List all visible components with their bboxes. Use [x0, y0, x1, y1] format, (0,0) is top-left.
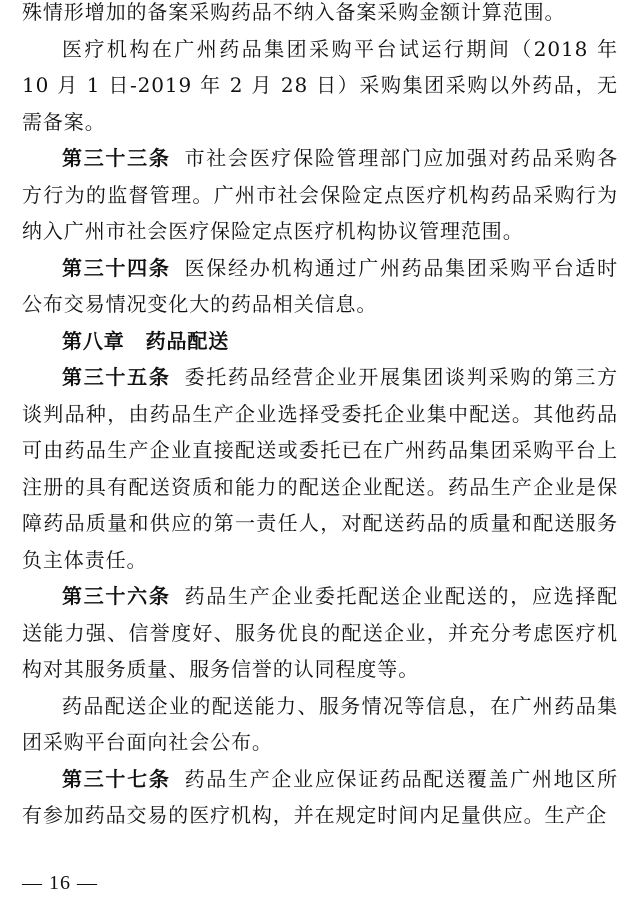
article-heading: 第三十三条	[62, 146, 171, 170]
article-heading: 第三十四条	[62, 255, 171, 280]
article-37	[22, 761, 618, 834]
paragraph-text: 药品配送企业的配送能力、服务情况等信息，在广州药品集团采购平台面向社会公布。	[22, 693, 618, 754]
article-34	[22, 250, 618, 323]
article-36	[22, 578, 618, 688]
article-text: 医保经办机构通过广州药品集团采购平台适时公布交易情况变化大的药品相关信息。	[22, 255, 618, 316]
chapter-heading: 第八章 药品配送	[62, 328, 230, 353]
paragraph-text: 殊情形增加的备案采购药品不纳入备案采购金额计算范围。	[22, 0, 566, 24]
paragraph-continued	[22, 0, 618, 31]
article-text: 药品生产企业应保证药品配送覆盖广州地区所有参加药品交易的医疗机构，并在规定时间内足量供应。生产企	[22, 766, 618, 827]
article-33	[22, 140, 618, 250]
paragraph-distribution-info	[22, 688, 618, 761]
paragraph-text: 医疗机构在广州药品集团采购平台试运行期间（2018 年 10 月 1 日-2019 年 2 月 28 日）采购集团采购以外药品，无需备案。	[22, 36, 618, 134]
document-page	[22, 0, 618, 834]
article-text: 市社会医疗保险管理部门应加强对药品采购各方行为的监督管理。广州市社会保险定点医疗机构药品采购行为纳入广州市社会医疗保险定点医疗机构协议管理范围。	[22, 146, 618, 243]
article-heading: 第三十五条	[62, 365, 171, 389]
article-text: 药品生产企业委托配送企业配送的，应选择配送能力强、信誉度好、服务优良的配送企业，并充分考虑医疗机构对其服务质量、服务信誉的认同程度等。	[22, 584, 618, 681]
article-35	[22, 359, 618, 578]
article-text: 委托药品经营企业开展集团谈判采购的第三方谈判品种，由药品生产企业选择受委托企业集中配送。其他药品可由药品生产企业直接配送或委托已在广州药品集团采购平台上注册的具有配送资质和能力的配送企业配送。药品生产企业是保障药品质量和供应的第一责任人，对配送药品的质量和配送服务负主体责任。	[22, 365, 618, 572]
article-heading: 第三十六条	[62, 584, 171, 608]
page-number: — 16 —	[22, 872, 98, 894]
paragraph-trial-period	[22, 31, 618, 141]
article-heading: 第三十七条	[62, 766, 171, 791]
